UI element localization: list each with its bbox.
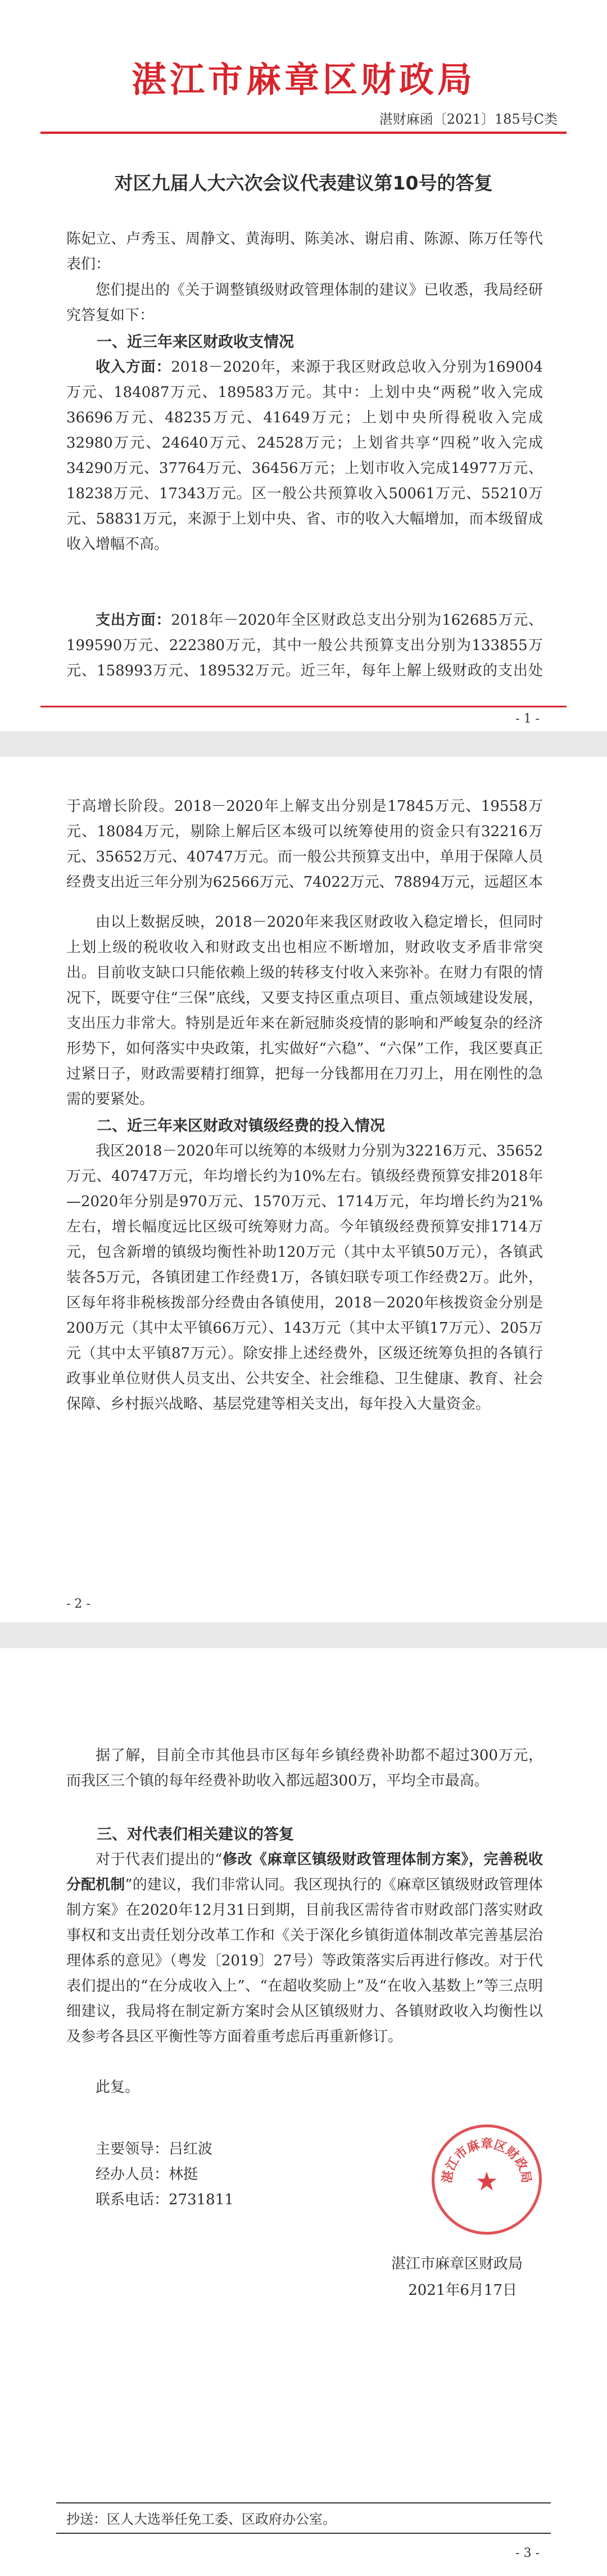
page-gap: [0, 1622, 607, 1648]
official-seal: [432, 2124, 542, 2235]
signature-date: 2021年6月17日: [408, 2282, 517, 2299]
expenditure-paragraph: [66, 608, 543, 684]
page-number-3: - 3 -: [515, 2546, 540, 2560]
document-number: 湛财麻函〔2021〕185号C类: [379, 111, 558, 127]
leader-line: 主要领导：吕红波: [96, 2141, 213, 2158]
page-title: 对区九届人大六次会议代表建议第10号的答复: [114, 172, 493, 194]
svg-text:湛江市麻章区财政局: 湛江市麻章区财政局: [440, 2137, 533, 2185]
income-label: 收入方面：: [96, 359, 171, 376]
footer-red-rule: [40, 706, 567, 707]
addressee: 陈妃立、卢秀玉、周静文、黄海明、陈美冰、谢启甫、陈源、陈万任等代表们：: [66, 231, 543, 273]
phone-line: 联系电话：2731811: [96, 2191, 234, 2208]
section-2-continuation: [66, 1693, 543, 1743]
income-paragraph: [66, 355, 543, 608]
analysis-paragraph: 由以上数据反映，2018－2020年来我区财政收入稳定增长，但同时上划上级的税收收入和财政支出也相应不断增加，财政收支矛盾非常突出。目前收支缺口只能依赖上级的转移支付收入来弥补。在财力有限的情况下，既要守住“三保”底线，又要支持区重点项目、重点领域建设发展，支出压力非常大。特别是近年来在新冠肺炎疫情的影响和严峻复杂的经济形势下，如何落实中央政策，扎实做好“六稳”、“六保”工作，我区要真正过紧日子，财政需要精打细算，把每一分钱都用在刀刃上，用在刚性的急需的要紧处。: [66, 914, 543, 1108]
letterhead-red-rule: [40, 132, 567, 134]
handler-line: 经办人员：林挺: [96, 2166, 198, 2183]
section-3-heading: 三、对代表们相关建议的答复: [97, 1826, 294, 1843]
letterhead-title: 湛江市麻章区财政局: [131, 59, 475, 100]
expenditure-continuation: 于高增长阶段。2018－2020年上解支出分别是17845万元、19558万元、18084万元，剔除上解后区本级可以统筹使用的资金只有32216万元、35652万元、40747万元。而一般公共预算支出中，单用于保障人员经费支出近三年分别为62566万元、74022万元、78894万元，远超区本: [66, 798, 543, 891]
section-2-heading: 二、近三年来区财政对镇级经费的投入情况: [97, 1117, 385, 1135]
cc-top-rule: [56, 2502, 551, 2503]
section-1-heading: 一、近三年来区财政收支情况: [97, 333, 294, 351]
page-number-1: - 1 -: [515, 712, 540, 726]
opening-paragraph: 您们提出的《关于调整镇级财政管理体制的建议》已收悉，我局经研究答复如下：: [66, 282, 543, 324]
expenditure-label: 支出方面：: [96, 612, 171, 629]
cc-line: 抄送：区人大选举任免工委、区政府办公室。: [66, 2511, 336, 2527]
page-number-2: - 2 -: [66, 1597, 90, 1611]
signature-org: 湛江市麻章区财政局: [391, 2255, 523, 2272]
closing-remark: 此复。: [96, 2079, 140, 2096]
proposal-title: 修改《麻章区镇级财政管理体制方案》，完善税收分配机制: [66, 1851, 543, 1893]
income-text: 2018－2020年，来源于我区财政总收入分别为169004万元、184087万元、189583万元。其中：上划中央“两税”收入完成36696万元、48235万元、41649万元；上划中央所得税收入完成32980万元、24640万元、24528万元；上划省共享“四税”收入完成34290万元、37764万元、36456万元；上划市收入完成14977万元、18238万元、17343万元。区一般公共预算收入50061万元、55210万元、58831万元，来源于上划中央、省、市的收入大幅增加，而本级留成收入增幅不高。: [66, 359, 543, 553]
seal-star-icon: ★: [475, 2166, 499, 2196]
section-3-paragraph: 对于代表们提出的“修改《麻章区镇级财政管理体制方案》，完善税收分配机制”的建议，我们非常认同。我区现执行的《麻章区镇级财政管理体制方案》在2020年12月31日到期，目前我区需待省市财政部门落实财政事权和支出责任划分改革工作和《关于深化乡镇街道体制改革完善基层治理体系的意见》（粤发〔2019〕27号）等政策落实后再进行修改。对于代表们提出的“在分成收入上”、“在超收奖励上”及“在收入基数上”等三点明细建议，我局将在制定新方案时会从区镇级财力、各镇财政收入均衡性以及参考各县区平衡性等方面着重考虑后再重新修订。: [66, 1851, 543, 2045]
page-gap: [0, 731, 607, 757]
section-2-paragraph-a: 我区2018－2020年可以统筹的本级财力分别为32216万元、35652万元、40747万元，年均增长约为10%左右。镇级经费预算安排2018年—2020年分别是970万元、1570万元、1714万元，年均增长约为21%左右，增长幅度远比区级可统筹财力高。今年镇级经费预算安排1714万元，包含新增的镇级均衡性补助120万元（其中太平镇50万元），各镇武装各5万元，各镇团建工作经费1万，各镇妇联专项工作经费2万。此外，区每年将非税核拨部分经费由各镇使用，2018－2020年核拨资金分别是200万元（其中太平镇66万元）、143万元（其中太平镇17万元）、205万元（其中太平镇87万元）。除安排上述经费外，区级还统筹负担的各镇行政事业单位财供人员支出、公共安全、社会维稳、卫生健康、教育、社会保障、乡村振兴战略、基层党建等相关支出，每年投入大量资金。: [66, 1143, 543, 1413]
section-2-paragraph-b: 据了解，目前全市其他县市区每年乡镇经费补助都不超过300万元，而我区三个镇的每年经费补助收入都远超300万，平均全市最高。: [66, 1747, 543, 1789]
cc-bottom-rule: [56, 2533, 551, 2534]
expenditure-text: 2018年－2020年全区财政总支出分别为162685万元、199590万元、222380万元，其中一般公共预算支出分别为133855万元、158993万元、189532万元。近三年，每年上解上级财政的支出处: [66, 612, 543, 679]
